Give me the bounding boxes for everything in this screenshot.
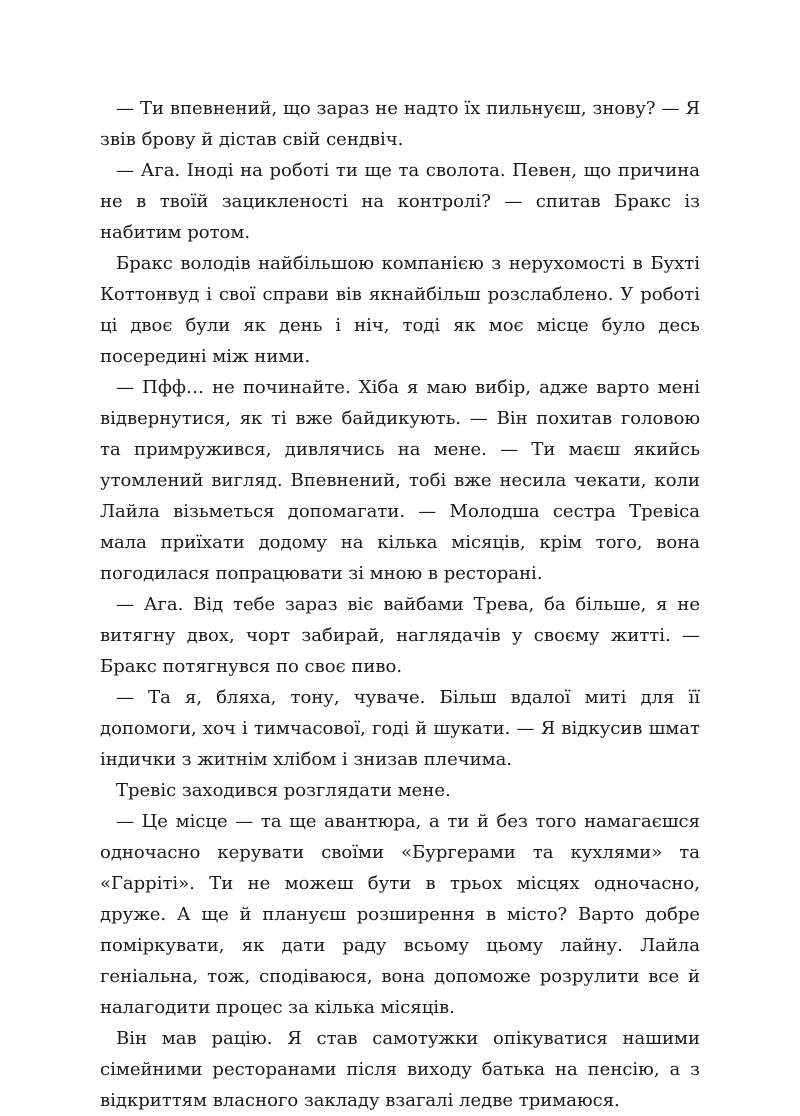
paragraph-8: — Це місце — та ще авантюра, а ти й без того намагаєшся одночасно керувати своїми «Бургерами та кухлями» та «Гарріті». Ти не можеш бути в трьох місцях одночасно, друже. А ще й плануєш розширення в місто? Варто добре поміркувати, як дати раду всьому цьому лайну. Лайла геніальна, тож, сподіваюся, вона допоможе розрулити все й налагодити процес за кілька місяців. [100, 811, 700, 1018]
paragraph-1: — Ти впевнений, що зараз не надто їх пильнуєш, знову? — Я звів брову й дістав свій сендвіч. [100, 98, 700, 150]
book-page [100, 93, 700, 1116]
paragraph-9: Він мав рацію. Я став самотужки опікуватися нашими сімейними ресторанами після виходу батька на пенсію, а з відкриттям власного закладу взагалі ледве тримаюся. [100, 1028, 700, 1111]
paragraph-5: — Ага. Від тебе зараз віє вайбами Трева, ба більше, я не витягну двох, чорт забирай, наглядачів у своєму житті. — Бракс потягнувся по своє пиво. [100, 594, 700, 677]
paragraph-3: Бракс володів найбільшою компанією з нерухомості в Бухті Коттонвуд і свої справи вів якнайбільш розслаблено. У роботі ці двоє були як день і ніч, тоді як моє місце було десь посередині між ними. [100, 253, 700, 367]
paragraph-6: — Та я, бляха, тону, чуваче. Більш вдалої миті для її допомоги, хоч і тимчасової, годі й шукати. — Я відкусив шмат індички з житнім хлібом і знизав плечима. [100, 687, 700, 770]
paragraph-7: Тревіс заходився розглядати мене. [116, 780, 451, 801]
paragraph-2: — Ага. Іноді на роботі ти ще та сволота. Певен, що причина не в твоїй зацикленості на контролі? — спитав Бракс із набитим ротом. [100, 160, 700, 243]
paragraph-4: — Пфф… не починайте. Хіба я маю вибір, адже варто мені відвернутися, як ті вже байдикують. — Він похитав головою та примружився, дивлячись на мене. — Ти маєш якийсь утомлений вигляд. Впевнений, тобі вже несила чекати, коли Лайла візьметься допомагати. — Молодша сестра Тревіса мала приїхати додому на кілька місяців, крім того, вона погодилася попрацювати зі мною в ресторані. [100, 377, 700, 584]
